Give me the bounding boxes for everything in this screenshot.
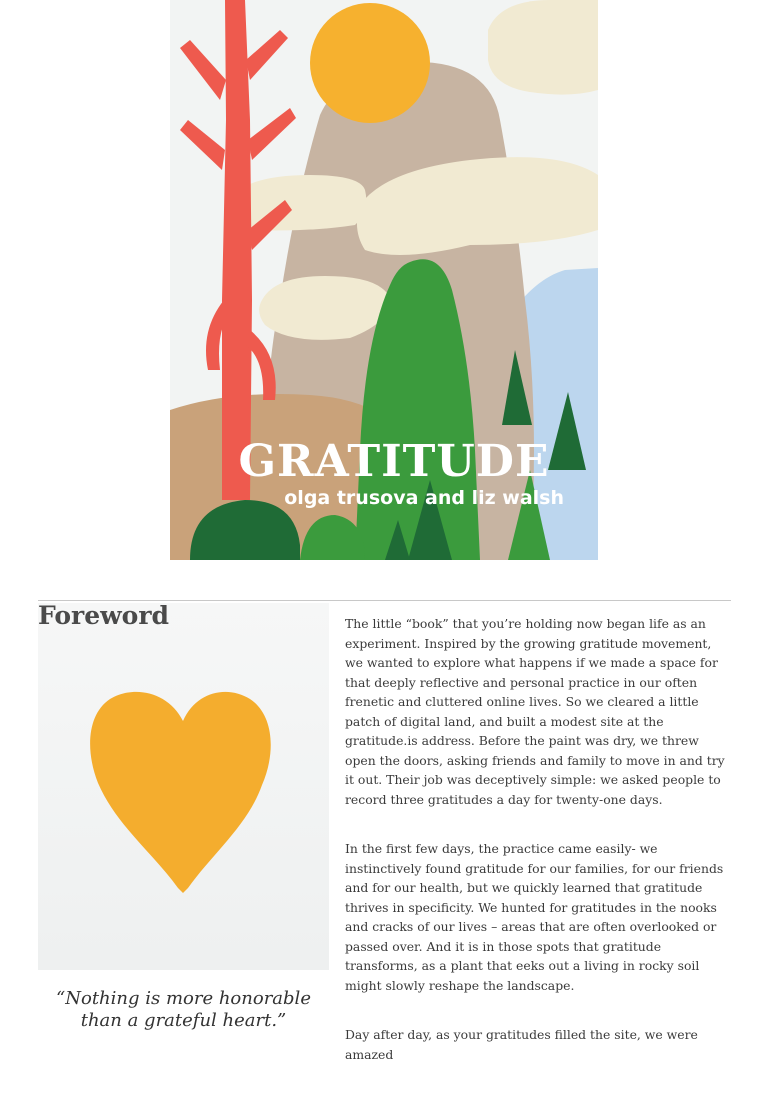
book-authors: olga trusova and liz walsh	[284, 487, 564, 509]
cloud-shape	[488, 0, 598, 95]
heart-icon	[38, 603, 329, 970]
paragraph: In the first few days, the practice came easily- we instinctively found gratitude for our families, for our friends and for our health, but we quickly learned that gratitude thrives in specificity. We hunted for gratitudes in the nooks and cracks of our lives – areas that are often overlooked or passed over. And it is in those spots that gratitude transforms, as a plant that eeks out a living in rocky soil might slowly reshape the landscape.	[345, 841, 724, 993]
foreword-body	[345, 614, 733, 1094]
sun-shape	[310, 3, 430, 123]
book-cover	[170, 0, 598, 560]
paragraph: Day after day, as your gratitudes filled the site, we were amazed	[345, 1027, 698, 1062]
paragraph: The little “book” that you’re holding now began life as an experiment. Inspired by the growing gratitude movement, we wanted to explore what happens if we made a space for that deeply reflective and personal practice in our often frenetic and cluttered online lives. So we cleared a little patch of digital land, and built a modest site at the gratitude.is address. Before the paint was dry, we threw open the doors, asking friends and family to move in and try it out. Their job was deceptively simple: we asked people to record three gratitudes a day for twenty-one days.	[345, 616, 725, 807]
book-title: GRATITUDE	[238, 436, 550, 487]
section-heading: Foreword	[38, 601, 169, 630]
quote-line: than a grateful heart.”	[80, 1010, 287, 1031]
quote-line: “Nothing is more honorable	[56, 988, 311, 1009]
quote	[38, 988, 329, 1032]
heart-image-panel	[38, 603, 329, 970]
